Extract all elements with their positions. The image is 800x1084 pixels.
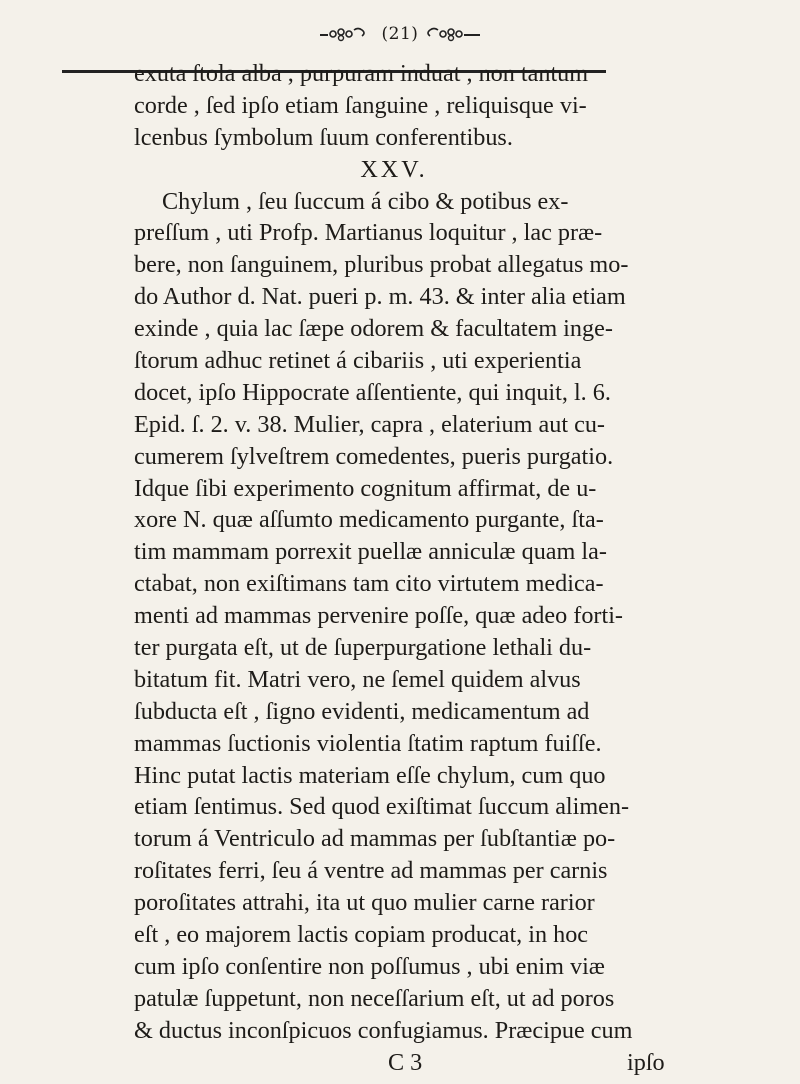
text-line: Hinc putat lactis materiam eſſe chylum, cum quo	[134, 761, 606, 789]
catchword: ipſo	[627, 1048, 665, 1076]
text-line: roſitates ferri, ſeu á ventre ad mammas per carnis	[134, 857, 608, 885]
text-line: lcenbus ſymbolum ſuum conferentibus.	[134, 123, 513, 151]
text-line: mammas ſuctionis violentia ſtatim raptum fuiſſe.	[134, 729, 602, 757]
left-ornament-icon	[318, 25, 374, 43]
section-number: XXV.	[360, 155, 428, 183]
signature-line	[134, 1047, 714, 1079]
page-number: (21)	[381, 24, 419, 44]
text-line: & ductus inconſpicuos confugiamus. Præcipue cum	[134, 1016, 633, 1044]
text-line: torum á Ventriculo ad mammas per ſubſtantiæ po-	[134, 825, 616, 853]
text-line: menti ad mammas pervenire poſſe, quæ adeo forti-	[134, 602, 623, 630]
text-line: do Author d. Nat. pueri p. m. 43. & inter alia etiam	[134, 283, 626, 311]
text-line: Epid. ſ. 2. v. 38. Mulier, capra , elaterium aut cu-	[134, 410, 605, 438]
text-line: tim mammam porrexit puellæ anniculæ quam la-	[134, 538, 607, 566]
signature-mark: C 3	[388, 1048, 423, 1076]
body-text	[134, 58, 714, 1079]
text-line: bitatum fit. Matri vero, ne ſemel quidem alvus	[134, 665, 581, 693]
text-line: docet, ipſo Hippocrate aſſentiente, qui inquit, l. 6.	[134, 378, 611, 406]
right-ornament-icon	[426, 25, 482, 43]
text-line: preſſum , uti Profp. Martianus loquitur , lac præ-	[134, 219, 603, 247]
text-line: Chylum , ſeu ſuccum á cibo & potibus ex-	[162, 187, 569, 215]
text-line: patulæ ſuppetunt, non neceſſarium eſt, ut ad poros	[134, 984, 615, 1012]
text-line: exuta ſtola alba , purpuram induat , non tantum	[134, 60, 589, 87]
text-line: ctabat, non exiſtimans tam cito virtutem medica-	[134, 570, 604, 598]
text-line: cum ipſo conſentire non poſſumus , ubi enim viæ	[134, 952, 605, 980]
text-line: ſtorum adhuc retinet á cibariis , uti experientia	[134, 347, 582, 375]
header-ornament-row	[0, 22, 800, 46]
text-line: xore N. quæ aſſumto medicamento purgante, ſta-	[134, 506, 604, 534]
text-line: etiam ſentimus. Sed quod exiſtimat ſuccum alimen-	[134, 793, 630, 821]
text-line: Idque ſibi experimento cognitum affirmat, de u-	[134, 474, 597, 502]
text-line: exinde , quia lac ſæpe odorem & facultatem inge-	[134, 315, 613, 343]
text-line: poroſitates attrahi, ita ut quo mulier carne rarior	[134, 889, 595, 917]
text-line: ter purgata eſt, ut de ſuperpurgatione lethali du-	[134, 634, 592, 662]
text-line: ſubducta eſt , ſigno evidenti, medicamentum ad	[134, 697, 590, 725]
text-line: corde , ſed ipſo etiam ſanguine , reliquisque vi-	[134, 91, 587, 119]
text-line: eſt , eo majorem lactis copiam producat, in hoc	[134, 921, 589, 949]
page-header	[0, 22, 800, 62]
text-line: bere, non ſanguinem, pluribus probat allegatus mo-	[134, 251, 629, 279]
text-line: cumerem ſylveſtrem comedentes, pueris purgatio.	[134, 442, 614, 470]
